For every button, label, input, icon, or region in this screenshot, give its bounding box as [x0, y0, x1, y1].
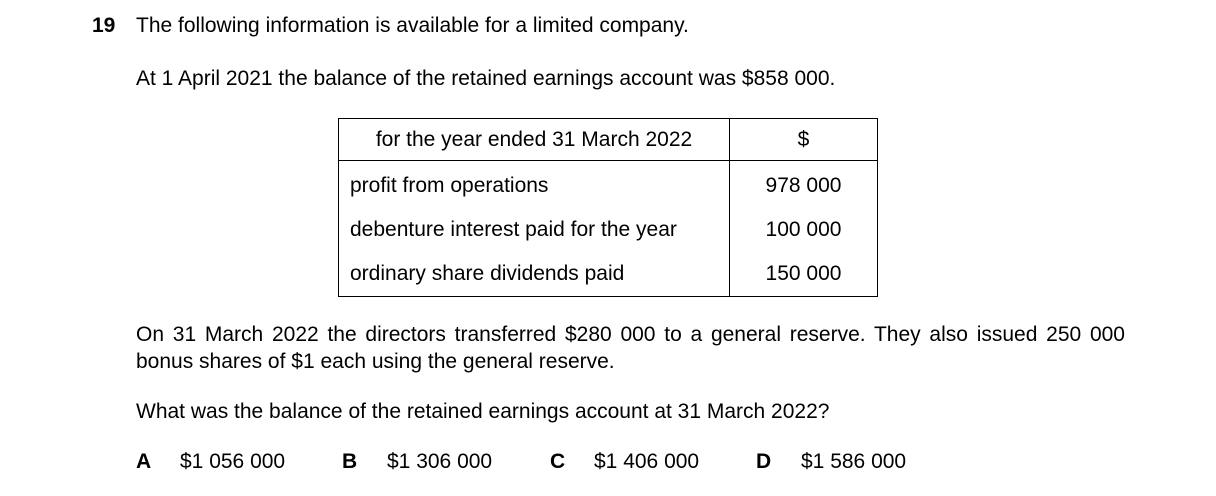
option-d-value: $1 586 000: [801, 450, 907, 473]
opening-balance-statement: At 1 April 2021 the balance of the retained earnings account was $858 000.: [136, 67, 836, 90]
table-row: [339, 161, 878, 209]
table-row-amount: 150 000: [730, 252, 878, 297]
transfer-statement: On 31 March 2022 the directors transferred $280 000 to a general reserve. They also issued 250 000 bonus shares of $1 each using the general reserve.: [136, 323, 1125, 373]
option-c-letter: C: [550, 450, 566, 473]
table-row-description: debenture interest paid for the year: [339, 208, 730, 252]
table-row-amount: 978 000: [730, 161, 878, 209]
information-table: [338, 118, 878, 297]
option-d[interactable]: [756, 450, 907, 474]
table-row-description: ordinary share dividends paid: [339, 252, 730, 297]
option-c[interactable]: [550, 450, 700, 474]
table-header-row: [339, 119, 878, 161]
table-row: [339, 208, 878, 252]
option-c-value: $1 406 000: [594, 450, 700, 473]
option-b-value: $1 306 000: [387, 450, 493, 473]
option-a-value: $1 056 000: [180, 450, 286, 473]
table-header-amount: $: [730, 119, 878, 161]
table-row: [339, 252, 878, 297]
question-number: 19: [92, 14, 116, 37]
question-intro: The following information is available for a limited company.: [136, 14, 689, 37]
option-a[interactable]: [136, 450, 286, 474]
question-prompt: What was the balance of the retained earnings account at 31 March 2022?: [136, 400, 830, 423]
option-d-letter: D: [756, 450, 772, 473]
table-header-description: for the year ended 31 March 2022: [339, 119, 730, 161]
answer-options: [136, 450, 1036, 476]
option-b-letter: B: [342, 450, 358, 473]
table-row-amount: 100 000: [730, 208, 878, 252]
table-row-description: profit from operations: [339, 161, 730, 209]
option-a-letter: A: [136, 450, 152, 473]
option-b[interactable]: [342, 450, 493, 474]
